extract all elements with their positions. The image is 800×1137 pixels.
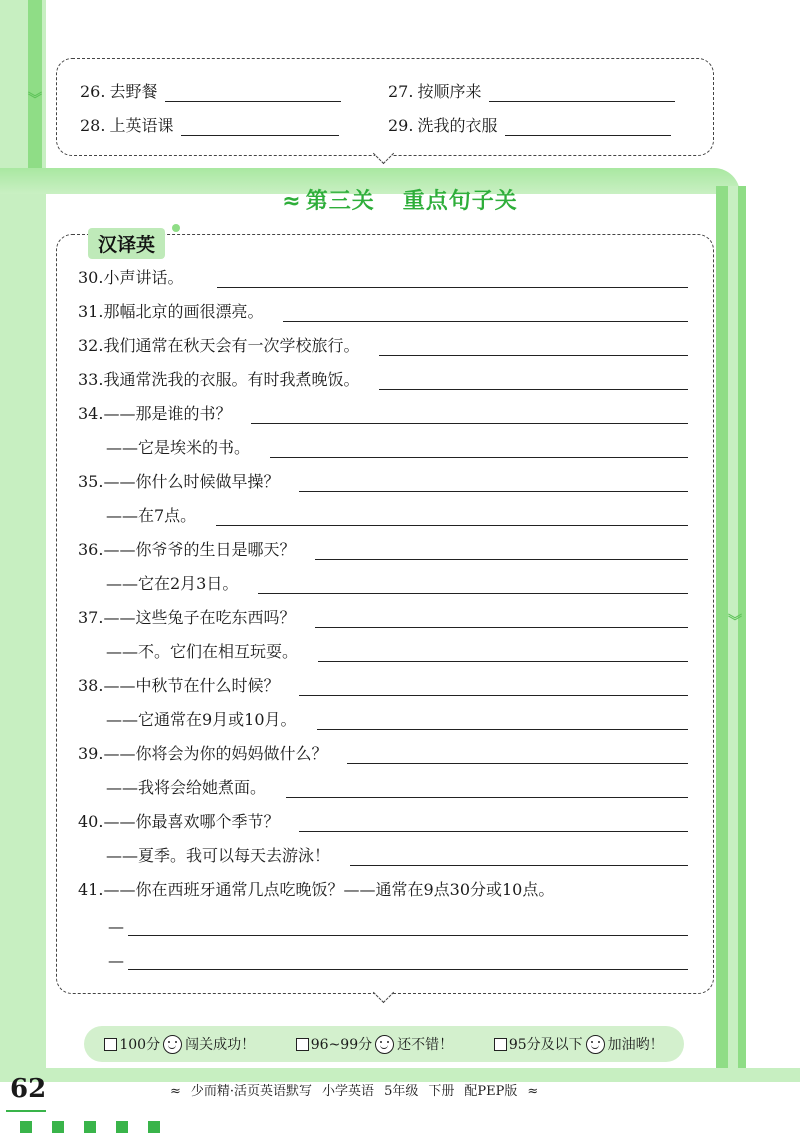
item-40-q: [78, 810, 688, 832]
answer-line[interactable]: [299, 813, 688, 832]
score-comment: 加油哟！: [607, 1037, 664, 1053]
item-text: ——你将会为你的妈妈做什么？: [103, 744, 328, 763]
section-title-level: 第三关: [305, 189, 375, 214]
item-32: [78, 334, 688, 356]
answer-line[interactable]: [315, 609, 688, 628]
section-title: [0, 184, 800, 215]
answer-line[interactable]: [379, 337, 688, 356]
phrase-text: 按顺序来: [417, 82, 482, 101]
phrase-text: 洗我的衣服: [417, 116, 498, 135]
item-text: ——你什么时候做早操？: [103, 472, 280, 491]
score-comment: 还不错！: [397, 1037, 454, 1053]
phrase-box: [56, 58, 714, 156]
answer-line[interactable]: [350, 847, 688, 866]
answer-line[interactable]: [318, 643, 688, 662]
happy-face-icon: [375, 1035, 394, 1054]
item-number: 36.: [78, 540, 104, 559]
footer-book-title: 少而精·活页英语默写: [190, 1084, 313, 1099]
item-text: ——它通常在9月或10月。: [106, 710, 297, 729]
item-text: 我通常洗我的衣服。有时我煮晚饭。: [103, 370, 360, 389]
green-frame-left-inner: [28, 0, 42, 180]
answer-line[interactable]: [270, 439, 688, 458]
phrase-number: 29.: [388, 116, 414, 135]
item-text: 那幅北京的画很漂亮。: [103, 302, 264, 321]
item-31: [78, 300, 688, 322]
item-36-a: [106, 572, 688, 594]
item-text: ——它是埃米的书。: [106, 438, 251, 457]
item-41-answer-2: [108, 948, 688, 970]
score-checkbox[interactable]: [104, 1038, 117, 1051]
item-number: 41.: [78, 880, 104, 899]
item-39-q: [78, 742, 688, 764]
answer-line[interactable]: [165, 83, 341, 102]
answer-line[interactable]: [283, 303, 688, 322]
cheer-face-icon: [586, 1035, 605, 1054]
phrase-number: 26.: [80, 82, 106, 101]
page-number-underline: [6, 1104, 46, 1112]
score-label: 100分: [119, 1037, 161, 1053]
item-text: ——那是谁的书？: [103, 404, 232, 423]
decorative-dots: [20, 1118, 180, 1137]
item-number: 31.: [78, 302, 104, 321]
item-33: [78, 368, 688, 390]
item-text: ——你最喜欢哪个季节？: [103, 812, 280, 831]
item-39-a: [106, 776, 688, 798]
footer-info: [170, 1080, 548, 1099]
phrase-28: [80, 116, 339, 136]
answer-line[interactable]: [286, 779, 688, 798]
item-text: ——在7点。: [106, 506, 197, 525]
answer-line[interactable]: [258, 575, 688, 594]
exercise-type-tag: 汉译英: [88, 228, 165, 259]
page-number: 62: [10, 1074, 47, 1104]
item-37-q: [78, 606, 688, 628]
answer-line[interactable]: [347, 745, 688, 764]
section-title-name: 重点句子关: [402, 189, 518, 214]
item-38-a: [106, 708, 688, 730]
chevron-down-icon: ︾: [28, 92, 42, 108]
phrase-text: 去野餐: [109, 82, 158, 101]
score-label: 95分及以下: [508, 1037, 583, 1053]
phrase-number: 27.: [388, 82, 414, 101]
phrase-26: [80, 82, 341, 102]
wave-icon: ≈: [527, 1084, 539, 1099]
phrase-text: 上英语课: [109, 116, 174, 135]
item-number: 34.: [78, 404, 104, 423]
item-text: ——你爷爷的生日是哪天？: [103, 540, 296, 559]
item-35-a: [106, 504, 688, 526]
answer-line[interactable]: [128, 951, 688, 970]
phrase-number: 28.: [80, 116, 106, 135]
item-number: 39.: [78, 744, 104, 763]
answer-line[interactable]: [379, 371, 688, 390]
answer-line[interactable]: [217, 269, 688, 288]
answer-line[interactable]: [299, 677, 688, 696]
item-text: 小声讲话。: [103, 268, 184, 287]
item-text: ——这些兔子在吃东西吗？: [103, 608, 296, 627]
item-text: 我们通常在秋天会有一次学校旅行。: [103, 336, 360, 355]
score-option-95-below: [494, 1034, 664, 1054]
answer-line[interactable]: [489, 83, 675, 102]
answer-line[interactable]: [315, 541, 688, 560]
footer-edition: 配PEP版: [464, 1084, 518, 1099]
answer-line[interactable]: [299, 473, 688, 492]
item-34-a: [106, 436, 688, 458]
answer-line[interactable]: [505, 117, 671, 136]
item-30: [78, 266, 688, 288]
item-number: 30.: [78, 268, 104, 287]
answer-line[interactable]: [128, 917, 688, 936]
wave-icon: ≈: [282, 189, 302, 214]
score-comment: 闯关成功！: [185, 1037, 256, 1053]
chevron-down-icon: ︾: [728, 614, 742, 630]
dialogue-dash: —: [108, 917, 124, 936]
footer-grade: 5年级: [384, 1084, 419, 1099]
item-37-a: [106, 640, 688, 662]
answer-line[interactable]: [317, 711, 688, 730]
phrase-29: [388, 116, 671, 136]
item-41: [78, 878, 688, 900]
item-number: 37.: [78, 608, 104, 627]
smile-face-icon: [163, 1035, 182, 1054]
score-option-96-99: [296, 1034, 453, 1054]
item-number: 35.: [78, 472, 104, 491]
score-bar: [84, 1026, 684, 1062]
wave-icon: ≈: [170, 1084, 181, 1099]
item-number: 32.: [78, 336, 104, 355]
item-40-a: [106, 844, 688, 866]
item-34-q: [78, 402, 688, 424]
item-text: ——它在2月3日。: [106, 574, 239, 593]
answer-line[interactable]: [251, 405, 688, 424]
item-36-q: [78, 538, 688, 560]
item-text: ——夏季。我可以每天去游泳！: [106, 846, 331, 865]
tag-dot: [172, 224, 180, 232]
score-checkbox[interactable]: [296, 1038, 309, 1051]
score-label: 96~99分: [310, 1037, 373, 1053]
item-38-q: [78, 674, 688, 696]
answer-line[interactable]: [181, 117, 339, 136]
answer-line[interactable]: [216, 507, 688, 526]
item-number: 33.: [78, 370, 104, 389]
dialogue-dash: —: [108, 951, 124, 970]
phrase-27: [388, 82, 675, 102]
item-text: ——不。它们在相互玩耍。: [106, 642, 299, 661]
item-41-answer-1: [108, 914, 688, 936]
item-35-q: [78, 470, 688, 492]
score-option-100: [104, 1034, 255, 1054]
footer-level: 小学英语: [322, 1084, 375, 1099]
item-text: ——中秋节在什么时候？: [103, 676, 280, 695]
item-text: ——你在西班牙通常几点吃晚饭？——通常在9点30分或10点。: [103, 880, 555, 899]
score-checkbox[interactable]: [494, 1038, 507, 1051]
item-number: 38.: [78, 676, 104, 695]
item-number: 40.: [78, 812, 104, 831]
item-text: ——我将会给她煮面。: [106, 778, 267, 797]
footer-volume: 下册: [428, 1084, 455, 1099]
